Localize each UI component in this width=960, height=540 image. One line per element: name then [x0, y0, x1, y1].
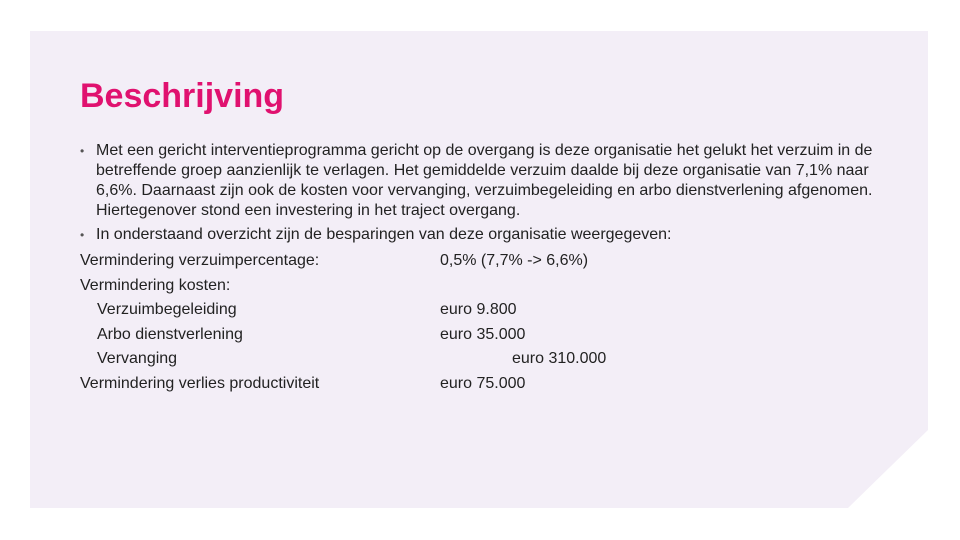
savings-label: Vervanging	[97, 350, 178, 368]
savings-label: Arbo dienstverlening	[97, 325, 243, 343]
savings-row	[80, 249, 880, 274]
bullet-item	[80, 225, 880, 245]
savings-value: euro 35.000	[440, 325, 526, 343]
savings-value: 0,5% (7,7% -> 6,6%)	[440, 252, 589, 269]
savings-row	[80, 347, 880, 372]
savings-label: Verzuimbegeleiding	[97, 301, 237, 319]
slide	[30, 31, 928, 508]
savings-row	[80, 323, 880, 348]
savings-row	[80, 274, 880, 299]
bullet-icon: •	[80, 144, 85, 158]
savings-label: Vermindering verlies productiviteit	[80, 374, 320, 392]
savings-row	[80, 372, 880, 397]
bullet-text: Met een gericht interventieprogramma gericht op de overgang is deze organisatie het gelukt het verzuim in de betreffende groep aanzienlijk te verlagen. Het gemiddelde verzuim daalde bij deze organisatie van 7,1% naar 6,6%. Daarnaast zijn ook de kosten voor vervanging, verzuimbegeleiding en arbo dienstverlening afgenomen. Hiertegenover stond een investering in het traject overgang.	[96, 142, 873, 219]
savings-value: euro 310.000	[512, 350, 607, 368]
bullet-item	[80, 141, 880, 221]
slide-body	[80, 141, 880, 397]
bullet-icon: •	[80, 228, 85, 242]
savings-value: euro 75.000	[440, 374, 526, 392]
savings-label: Vermindering verzuimpercentage:	[80, 252, 320, 269]
savings-table	[80, 249, 880, 397]
savings-row	[80, 298, 880, 323]
slide-title: Beschrijving	[80, 77, 285, 115]
page-corner-decoration	[848, 430, 928, 508]
savings-label: Vermindering kosten:	[80, 276, 231, 294]
savings-value: euro 9.800	[440, 301, 517, 319]
bullet-text: In onderstaand overzicht zijn de besparingen van deze organisatie weergegeven:	[96, 226, 672, 243]
